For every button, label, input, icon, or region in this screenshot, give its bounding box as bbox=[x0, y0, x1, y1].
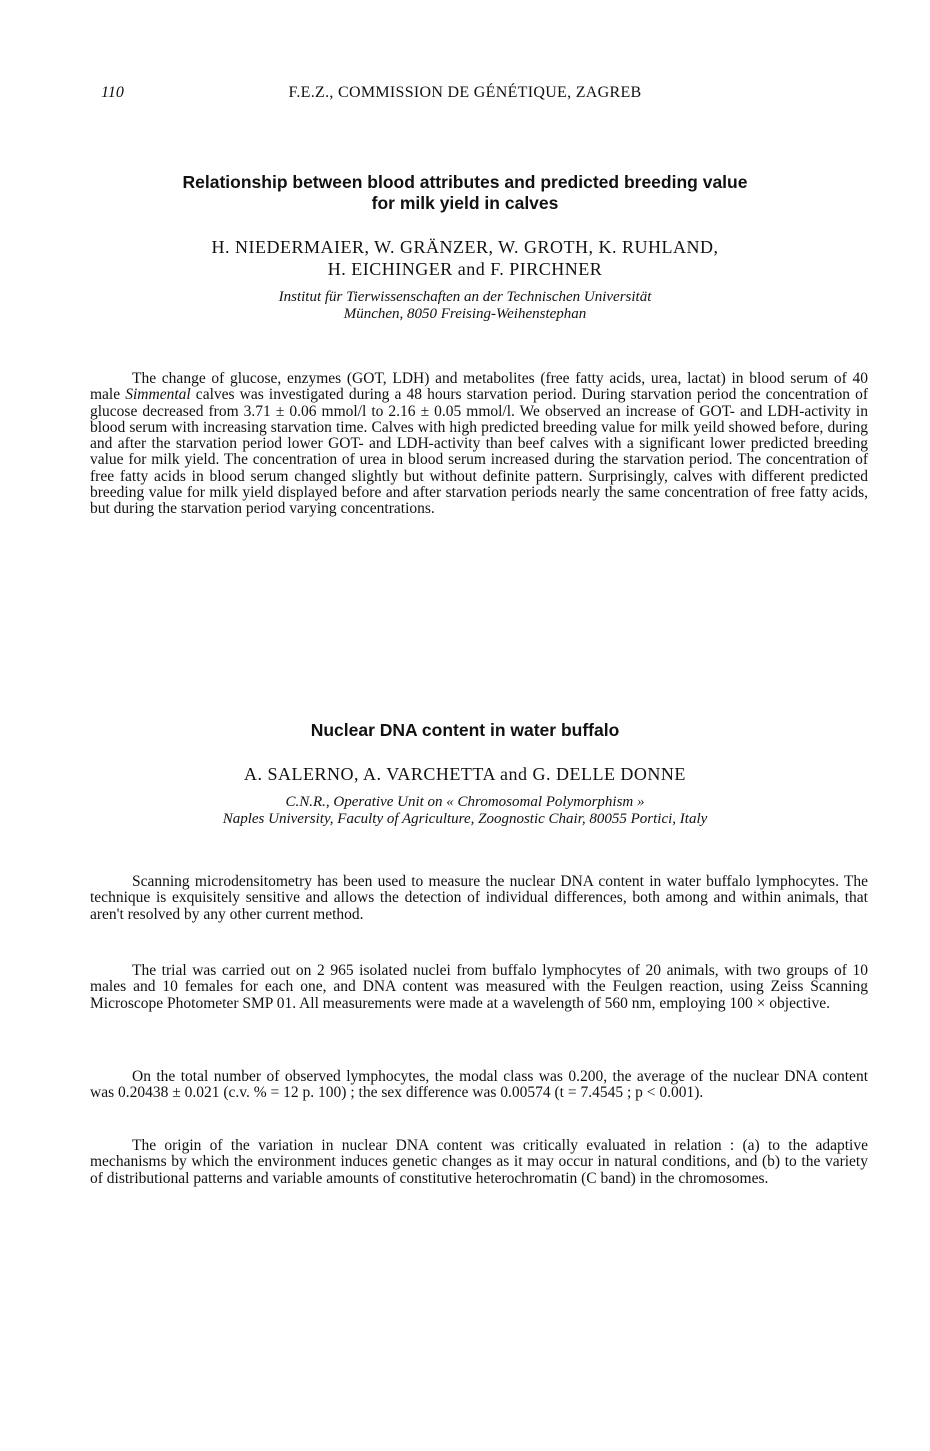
article-2-affiliation-line-1: C.N.R., Operative Unit on « Chromosomal Polymorphism » bbox=[285, 794, 645, 810]
article-1-authors bbox=[80, 236, 850, 280]
article-2-abstract-paragraph-1: Scanning microdensitometry has been used to measure the nuclear DNA content in water buffalo lymphocytes. The technique is exquisitely sensitive and allows the detection of individual differences, both among and within animals, that aren't resolved by any other current method. bbox=[90, 873, 868, 923]
article-2-abstract-paragraph-2: The trial was carried out on 2 965 isolated nuclei from buffalo lymphocytes of 20 animals, with two groups of 10 males and 10 females for each one, and DNA content was measured with the Feulgen reaction, using Zeiss Scanning Microscope Photometer SMP 01. All measurements were made at a wavelength of 560 nm, employing 100 × objective. bbox=[90, 962, 868, 1012]
article-2-abstract-paragraph-4: The origin of the variation in nuclear DNA content was critically evaluated in relation : (a) to the adaptive mechanisms by which the environment induces genetic changes as it may occur in natural conditions, and (b) to the variety of distributional patterns and variable amounts of constitutive heterochromatin (C band) in the chromosomes. bbox=[90, 1137, 868, 1187]
article-2-abstract-paragraph-3: On the total number of observed lymphocytes, the modal class was 0.200, the average of the nuclear DNA content was 0.20438 ± 0.021 (c.v. % = 12 p. 100) ; the sex difference was 0.00574 (t = 7.4545 ; p < 0.001). bbox=[90, 1068, 868, 1102]
article-2-affiliation bbox=[60, 794, 870, 828]
article-2-title-line-1: Nuclear DNA content in water buffalo bbox=[310, 720, 620, 740]
article-1-authors-line-1: H. NIEDERMAIER, W. GRÄNZER, W. GROTH, K. RUHLAND, bbox=[211, 237, 719, 257]
running-head: F.E.Z., COMMISSION DE GÉNÉTIQUE, ZAGREB bbox=[288, 84, 642, 101]
article-1-abstract-emphasis: Simmental bbox=[125, 386, 191, 404]
article-1-authors-line-2: H. EICHINGER and F. PIRCHNER bbox=[327, 259, 603, 279]
article-1-affiliation-line-2: München, 8050 Freising-Weihenstephan bbox=[343, 306, 587, 322]
page-number: 110 bbox=[101, 84, 124, 101]
article-1-title bbox=[80, 172, 850, 214]
article-1-abstract-paragraph bbox=[90, 371, 868, 518]
article-2-authors-line-1: A. SALERNO, A. VARCHETTA and G. DELLE DONNE bbox=[244, 764, 686, 784]
article-1-title-line-2: for milk yield in calves bbox=[371, 193, 559, 213]
article-2-title bbox=[80, 720, 850, 741]
article-1-affiliation bbox=[60, 289, 870, 323]
article-1-abstract-text-end: calves was investigated during a 48 hours starvation period. During starvation period the concentration of glucose decreased from 3.71 ± 0.06 mmol/l to 2.16 ± 0.05 mmol/l. We observed an increase of GOT- and LDH-activity in blood serum with increasing starvation time. Calves with high predicted breeding value for milk yeild showed before, during and after the starvation period lower GOT- and LDH-activity than beef calves with a significant lower predicted breeding value for milk yield. The concentration of urea in blood serum increased during the starvation period. The concentration of free fatty acids in blood serum changed slightly but without definite pattern. Surprisingly, calves with different predicted breeding value for milk yield displayed before and after starvation periods nearly the same concentration of free fatty acids, but during the starvation period varying concentrations. bbox=[90, 386, 868, 518]
article-1-title-line-1: Relationship between blood attributes and predicted breeding value bbox=[182, 172, 748, 192]
article-2-authors bbox=[80, 763, 850, 785]
article-2-affiliation-line-2: Naples University, Faculty of Agriculture, Zoognostic Chair, 80055 Portici, Italy bbox=[222, 811, 708, 827]
article-1-abstract-text-start: The change of glucose, enzymes (GOT, LDH) and metabolites (free fatty acids, urea, lactat) in blood serum of 40 male bbox=[90, 370, 868, 404]
article-1-affiliation-line-1: Institut für Tierwissenschaften an der Technischen Universität bbox=[278, 289, 652, 305]
